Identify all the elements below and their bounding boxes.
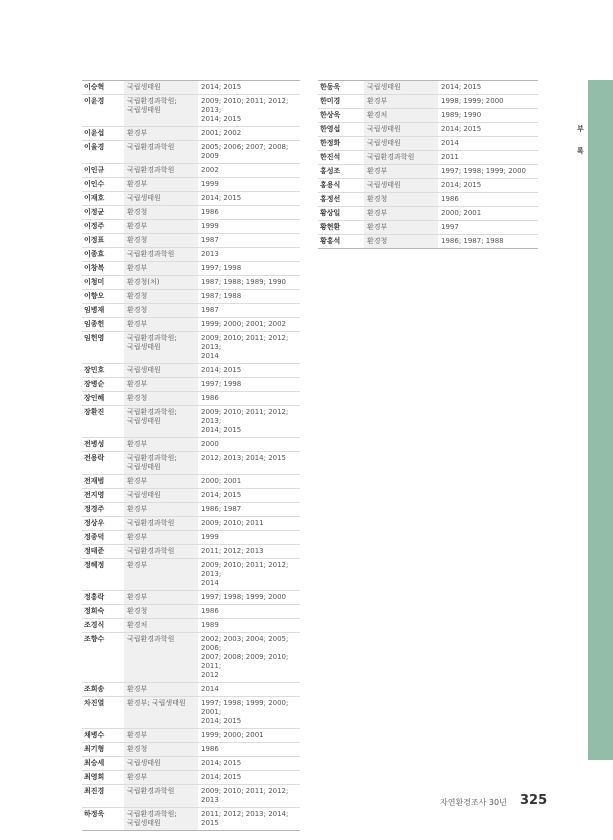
participant-organization: 환경처 xyxy=(124,619,198,633)
participant-organization: 환경청 xyxy=(124,234,198,248)
participant-years: 2009; 2010; 2011; 2012; 2013 xyxy=(198,785,300,808)
participant-organization: 국립생태원 xyxy=(124,192,198,206)
table-row xyxy=(82,531,300,545)
participant-years: 1997; 1998; 1999; 2000 xyxy=(198,591,300,605)
participant-name: 이정주 xyxy=(82,220,124,234)
participant-years: 2005; 2006; 2007; 2008; 2009 xyxy=(198,141,300,164)
participant-years: 1997; 1998 xyxy=(198,262,300,276)
table-row xyxy=(82,633,300,683)
table-row xyxy=(82,262,300,276)
table-row xyxy=(82,304,300,318)
table-row xyxy=(82,406,300,438)
participant-years: 1986; 1987; 1988 xyxy=(438,235,538,249)
participant-organization: 국립생태원 xyxy=(364,81,438,95)
participant-organization: 환경청 xyxy=(124,206,198,220)
table-row xyxy=(82,206,300,220)
participant-organization: 환경부; 국립생태원 xyxy=(124,697,198,729)
participant-name: 이율경 xyxy=(82,141,124,164)
participant-organization: 국립환경과학원; 국립생태원 xyxy=(124,95,198,127)
table-row xyxy=(82,178,300,192)
participant-years: 1999 xyxy=(198,220,300,234)
participant-organization: 국립환경과학원 xyxy=(124,248,198,262)
participant-name: 하정욱 xyxy=(82,808,124,831)
table-row xyxy=(318,81,538,95)
participant-years: 2009; 2010; 2011; 2012; 2013; 2014; 2015 xyxy=(198,95,300,127)
participant-years: 1986 xyxy=(198,743,300,757)
participant-name: 이향오 xyxy=(82,290,124,304)
participant-name: 이정표 xyxy=(82,234,124,248)
participant-organization: 환경청 xyxy=(364,193,438,207)
table-row xyxy=(82,127,300,141)
table-row xyxy=(82,503,300,517)
participant-years: 2001; 2002 xyxy=(198,127,300,141)
participant-years: 2014 xyxy=(198,683,300,697)
participant-organization: 국립환경과학원 xyxy=(124,141,198,164)
participant-years: 1989 xyxy=(198,619,300,633)
table-row xyxy=(82,545,300,559)
participant-organization: 환경부 xyxy=(124,683,198,697)
participant-years: 2009; 2010; 2011; 2012; 2013; 2014 xyxy=(198,559,300,591)
participant-years: 1987; 1988; 1989; 1990 xyxy=(198,276,300,290)
appendix-side-tab xyxy=(588,80,613,760)
participant-years: 2002; 2003; 2004; 2005; 2006; 2007; 2008; 2009; 2010; 2011; 2012 xyxy=(198,633,300,683)
table-row xyxy=(82,808,300,831)
table-row xyxy=(82,605,300,619)
participant-organization: 환경청 xyxy=(124,290,198,304)
participant-organization: 국립환경과학원; 국립생태원 xyxy=(124,406,198,438)
table-row xyxy=(82,332,300,364)
participant-years: 1997; 1998 xyxy=(198,378,300,392)
participant-years: 2014; 2015 xyxy=(198,364,300,378)
table-row xyxy=(318,165,538,179)
participant-organization: 국립생태원 xyxy=(124,81,198,95)
table-row xyxy=(82,559,300,591)
participant-organization: 국립생태원 xyxy=(364,137,438,151)
participant-years: 1997; 1998; 1999; 2000 xyxy=(438,165,538,179)
participant-name: 차진열 xyxy=(82,697,124,729)
participant-years: 2014; 2015 xyxy=(198,192,300,206)
participant-years: 2014; 2015 xyxy=(438,179,538,193)
participant-years: 1999; 2000; 2001; 2002 xyxy=(198,318,300,332)
participant-name: 한미경 xyxy=(318,95,364,109)
participant-name: 이청미 xyxy=(82,276,124,290)
participant-organization: 국립환경과학원 xyxy=(124,545,198,559)
participant-name: 홍용식 xyxy=(318,179,364,193)
participant-years: 2009; 2010; 2011 xyxy=(198,517,300,531)
table-row xyxy=(318,207,538,221)
participant-name: 이재호 xyxy=(82,192,124,206)
participant-years: 1999 xyxy=(198,178,300,192)
participant-organization: 국립생태원 xyxy=(124,489,198,503)
table-row xyxy=(82,697,300,729)
participant-name: 이윤경 xyxy=(82,95,124,127)
participant-organization: 환경부 xyxy=(124,531,198,545)
participant-name: 황홍석 xyxy=(318,235,364,249)
participant-name: 최영희 xyxy=(82,771,124,785)
table-row xyxy=(82,392,300,406)
table-row xyxy=(82,591,300,605)
table-row xyxy=(318,137,538,151)
table-row xyxy=(318,95,538,109)
participant-organization: 환경청 xyxy=(124,605,198,619)
participant-years: 1986 xyxy=(198,392,300,406)
participant-organization: 국립환경과학원 xyxy=(124,633,198,683)
participant-years: 2000; 2001 xyxy=(438,207,538,221)
participant-name: 최진경 xyxy=(82,785,124,808)
participant-name: 장인혜 xyxy=(82,392,124,406)
participant-years: 1987 xyxy=(198,304,300,318)
participant-years: 1986 xyxy=(198,605,300,619)
book-title: 자연환경조사 30년 xyxy=(440,798,507,807)
participant-name: 최승세 xyxy=(82,757,124,771)
table-row xyxy=(82,785,300,808)
participant-years: 2011; 2012; 2013; 2014; 2015 xyxy=(198,808,300,831)
participant-name: 이정균 xyxy=(82,206,124,220)
participant-organization: 환경부 xyxy=(124,438,198,452)
table-row xyxy=(82,619,300,633)
participant-organization: 환경부 xyxy=(364,165,438,179)
participant-years: 2014; 2015 xyxy=(438,123,538,137)
participant-name: 장병순 xyxy=(82,378,124,392)
participant-name: 황현환 xyxy=(318,221,364,235)
participant-name: 조향수 xyxy=(82,633,124,683)
participant-name: 정상우 xyxy=(82,517,124,531)
appendix-tab-label-2: 록 xyxy=(577,147,584,155)
participant-organization: 환경부 xyxy=(124,220,198,234)
participant-name: 전용락 xyxy=(82,452,124,475)
participant-organization: 국립생태원 xyxy=(124,757,198,771)
participant-name: 장민호 xyxy=(82,364,124,378)
participant-organization: 환경부 xyxy=(124,318,198,332)
participant-name: 임종헌 xyxy=(82,318,124,332)
table-row xyxy=(318,235,538,249)
participant-name: 황상일 xyxy=(318,207,364,221)
participant-years: 2011; 2012; 2013 xyxy=(198,545,300,559)
table-row xyxy=(82,141,300,164)
table-row xyxy=(82,364,300,378)
participant-organization: 환경부 xyxy=(124,591,198,605)
participant-years: 1998; 1999; 2000 xyxy=(438,95,538,109)
participant-organization: 국립환경과학원 xyxy=(124,785,198,808)
table-row xyxy=(82,452,300,475)
participant-years: 1987; 1988 xyxy=(198,290,300,304)
participant-years: 1997; 1998; 1999; 2000; 2001; 2014; 2015 xyxy=(198,697,300,729)
participant-years: 2000; 2001 xyxy=(198,475,300,489)
table-row xyxy=(82,220,300,234)
participant-organization: 환경부 xyxy=(124,262,198,276)
participant-name: 전재범 xyxy=(82,475,124,489)
participant-organization: 환경청 xyxy=(124,304,198,318)
table-row xyxy=(82,729,300,743)
participant-organization: 국립환경과학원; 국립생태원 xyxy=(124,332,198,364)
participant-name: 이창복 xyxy=(82,262,124,276)
table-row xyxy=(82,248,300,262)
participant-organization: 국립환경과학원; 국립생태원 xyxy=(124,452,198,475)
participant-years: 2009; 2010; 2011; 2012; 2013; 2014; 2015 xyxy=(198,406,300,438)
participant-years: 2012; 2013; 2014; 2015 xyxy=(198,452,300,475)
table-row xyxy=(82,743,300,757)
participant-years: 2014; 2015 xyxy=(198,81,300,95)
participant-years: 2014; 2015 xyxy=(438,81,538,95)
participant-name: 이인수 xyxy=(82,178,124,192)
participant-years: 2013 xyxy=(198,248,300,262)
participant-name: 전병성 xyxy=(82,438,124,452)
table-row xyxy=(82,475,300,489)
appendix-tab-label-1: 부 xyxy=(577,125,584,133)
participant-name: 임헌영 xyxy=(82,332,124,364)
participant-organization: 국립환경과학원 xyxy=(124,164,198,178)
participant-name: 조희송 xyxy=(82,683,124,697)
table-row xyxy=(82,276,300,290)
participant-organization: 국립생태원 xyxy=(124,364,198,378)
participant-organization: 국립환경과학원 xyxy=(364,151,438,165)
table-row xyxy=(82,290,300,304)
participant-name: 한영섭 xyxy=(318,123,364,137)
participant-name: 한상욱 xyxy=(318,109,364,123)
participant-name: 조경식 xyxy=(82,619,124,633)
participant-organization: 환경청 xyxy=(124,743,198,757)
table-row xyxy=(318,123,538,137)
participant-name: 이승혁 xyxy=(82,81,124,95)
table-row xyxy=(82,683,300,697)
table-row xyxy=(318,151,538,165)
table-row xyxy=(318,109,538,123)
participant-organization: 환경부 xyxy=(364,207,438,221)
participant-years: 2000 xyxy=(198,438,300,452)
participant-years: 1997 xyxy=(438,221,538,235)
table-row xyxy=(82,378,300,392)
participant-organization: 환경부 xyxy=(124,729,198,743)
participant-years: 1986; 1987 xyxy=(198,503,300,517)
participant-years: 1989; 1990 xyxy=(438,109,538,123)
participant-organization: 환경청(처) xyxy=(124,276,198,290)
table-row xyxy=(82,95,300,127)
participant-name: 정태준 xyxy=(82,545,124,559)
table-row xyxy=(82,771,300,785)
participant-organization: 환경부 xyxy=(124,178,198,192)
table-row xyxy=(82,192,300,206)
table-row xyxy=(82,318,300,332)
participant-name: 이인규 xyxy=(82,164,124,178)
participant-organization: 국립환경과학원; 국립생태원 xyxy=(124,808,198,831)
participant-years: 1999; 2000; 2001 xyxy=(198,729,300,743)
participant-name: 정경주 xyxy=(82,503,124,517)
participant-organization: 환경청 xyxy=(364,235,438,249)
participant-organization: 국립생태원 xyxy=(364,179,438,193)
participant-name: 한동욱 xyxy=(318,81,364,95)
participant-name: 정헤정 xyxy=(82,559,124,591)
participant-name: 장환진 xyxy=(82,406,124,438)
participant-years: 2014; 2015 xyxy=(198,757,300,771)
participant-organization: 환경부 xyxy=(124,559,198,591)
participant-name: 전지영 xyxy=(82,489,124,503)
participant-organization: 환경부 xyxy=(364,221,438,235)
participant-organization: 환경부 xyxy=(124,475,198,489)
participant-years: 2011 xyxy=(438,151,538,165)
participant-name: 채병수 xyxy=(82,729,124,743)
table-row xyxy=(82,757,300,771)
participant-years: 1986 xyxy=(198,206,300,220)
table-row xyxy=(82,164,300,178)
table-row xyxy=(82,517,300,531)
participant-organization: 환경청 xyxy=(124,392,198,406)
participant-organization: 국립환경과학원 xyxy=(124,517,198,531)
page-number: 325 xyxy=(520,793,548,808)
participant-years: 2014; 2015 xyxy=(198,771,300,785)
participant-organization: 환경부 xyxy=(124,771,198,785)
participant-years: 2014 xyxy=(438,137,538,151)
participant-name: 홍성조 xyxy=(318,165,364,179)
participant-years: 2002 xyxy=(198,164,300,178)
participant-name: 이종효 xyxy=(82,248,124,262)
participant-organization: 환경부 xyxy=(124,378,198,392)
participant-name: 최기형 xyxy=(82,743,124,757)
participant-organization: 환경부 xyxy=(124,127,198,141)
participant-organization: 환경부 xyxy=(364,95,438,109)
table-row xyxy=(82,81,300,95)
participant-years: 2009; 2010; 2011; 2012; 2013; 2014 xyxy=(198,332,300,364)
participant-name: 임병재 xyxy=(82,304,124,318)
participants-table-right xyxy=(318,80,538,249)
participant-organization: 환경처 xyxy=(364,109,438,123)
table-row xyxy=(82,489,300,503)
participant-years: 1986 xyxy=(438,193,538,207)
participant-name: 홍정선 xyxy=(318,193,364,207)
table-row xyxy=(82,438,300,452)
participant-name: 정희숙 xyxy=(82,605,124,619)
participant-name: 정흥락 xyxy=(82,591,124,605)
participant-organization: 환경부 xyxy=(124,503,198,517)
participants-table-left xyxy=(82,80,300,831)
participant-name: 정종덕 xyxy=(82,531,124,545)
participant-years: 2014; 2015 xyxy=(198,489,300,503)
table-row xyxy=(318,221,538,235)
participant-name: 한진석 xyxy=(318,151,364,165)
participant-name: 한정화 xyxy=(318,137,364,151)
participant-years: 1987 xyxy=(198,234,300,248)
participant-years: 1999 xyxy=(198,531,300,545)
table-row xyxy=(318,179,538,193)
participant-organization: 국립생태원 xyxy=(364,123,438,137)
participant-name: 이윤섭 xyxy=(82,127,124,141)
table-row xyxy=(82,234,300,248)
table-row xyxy=(318,193,538,207)
